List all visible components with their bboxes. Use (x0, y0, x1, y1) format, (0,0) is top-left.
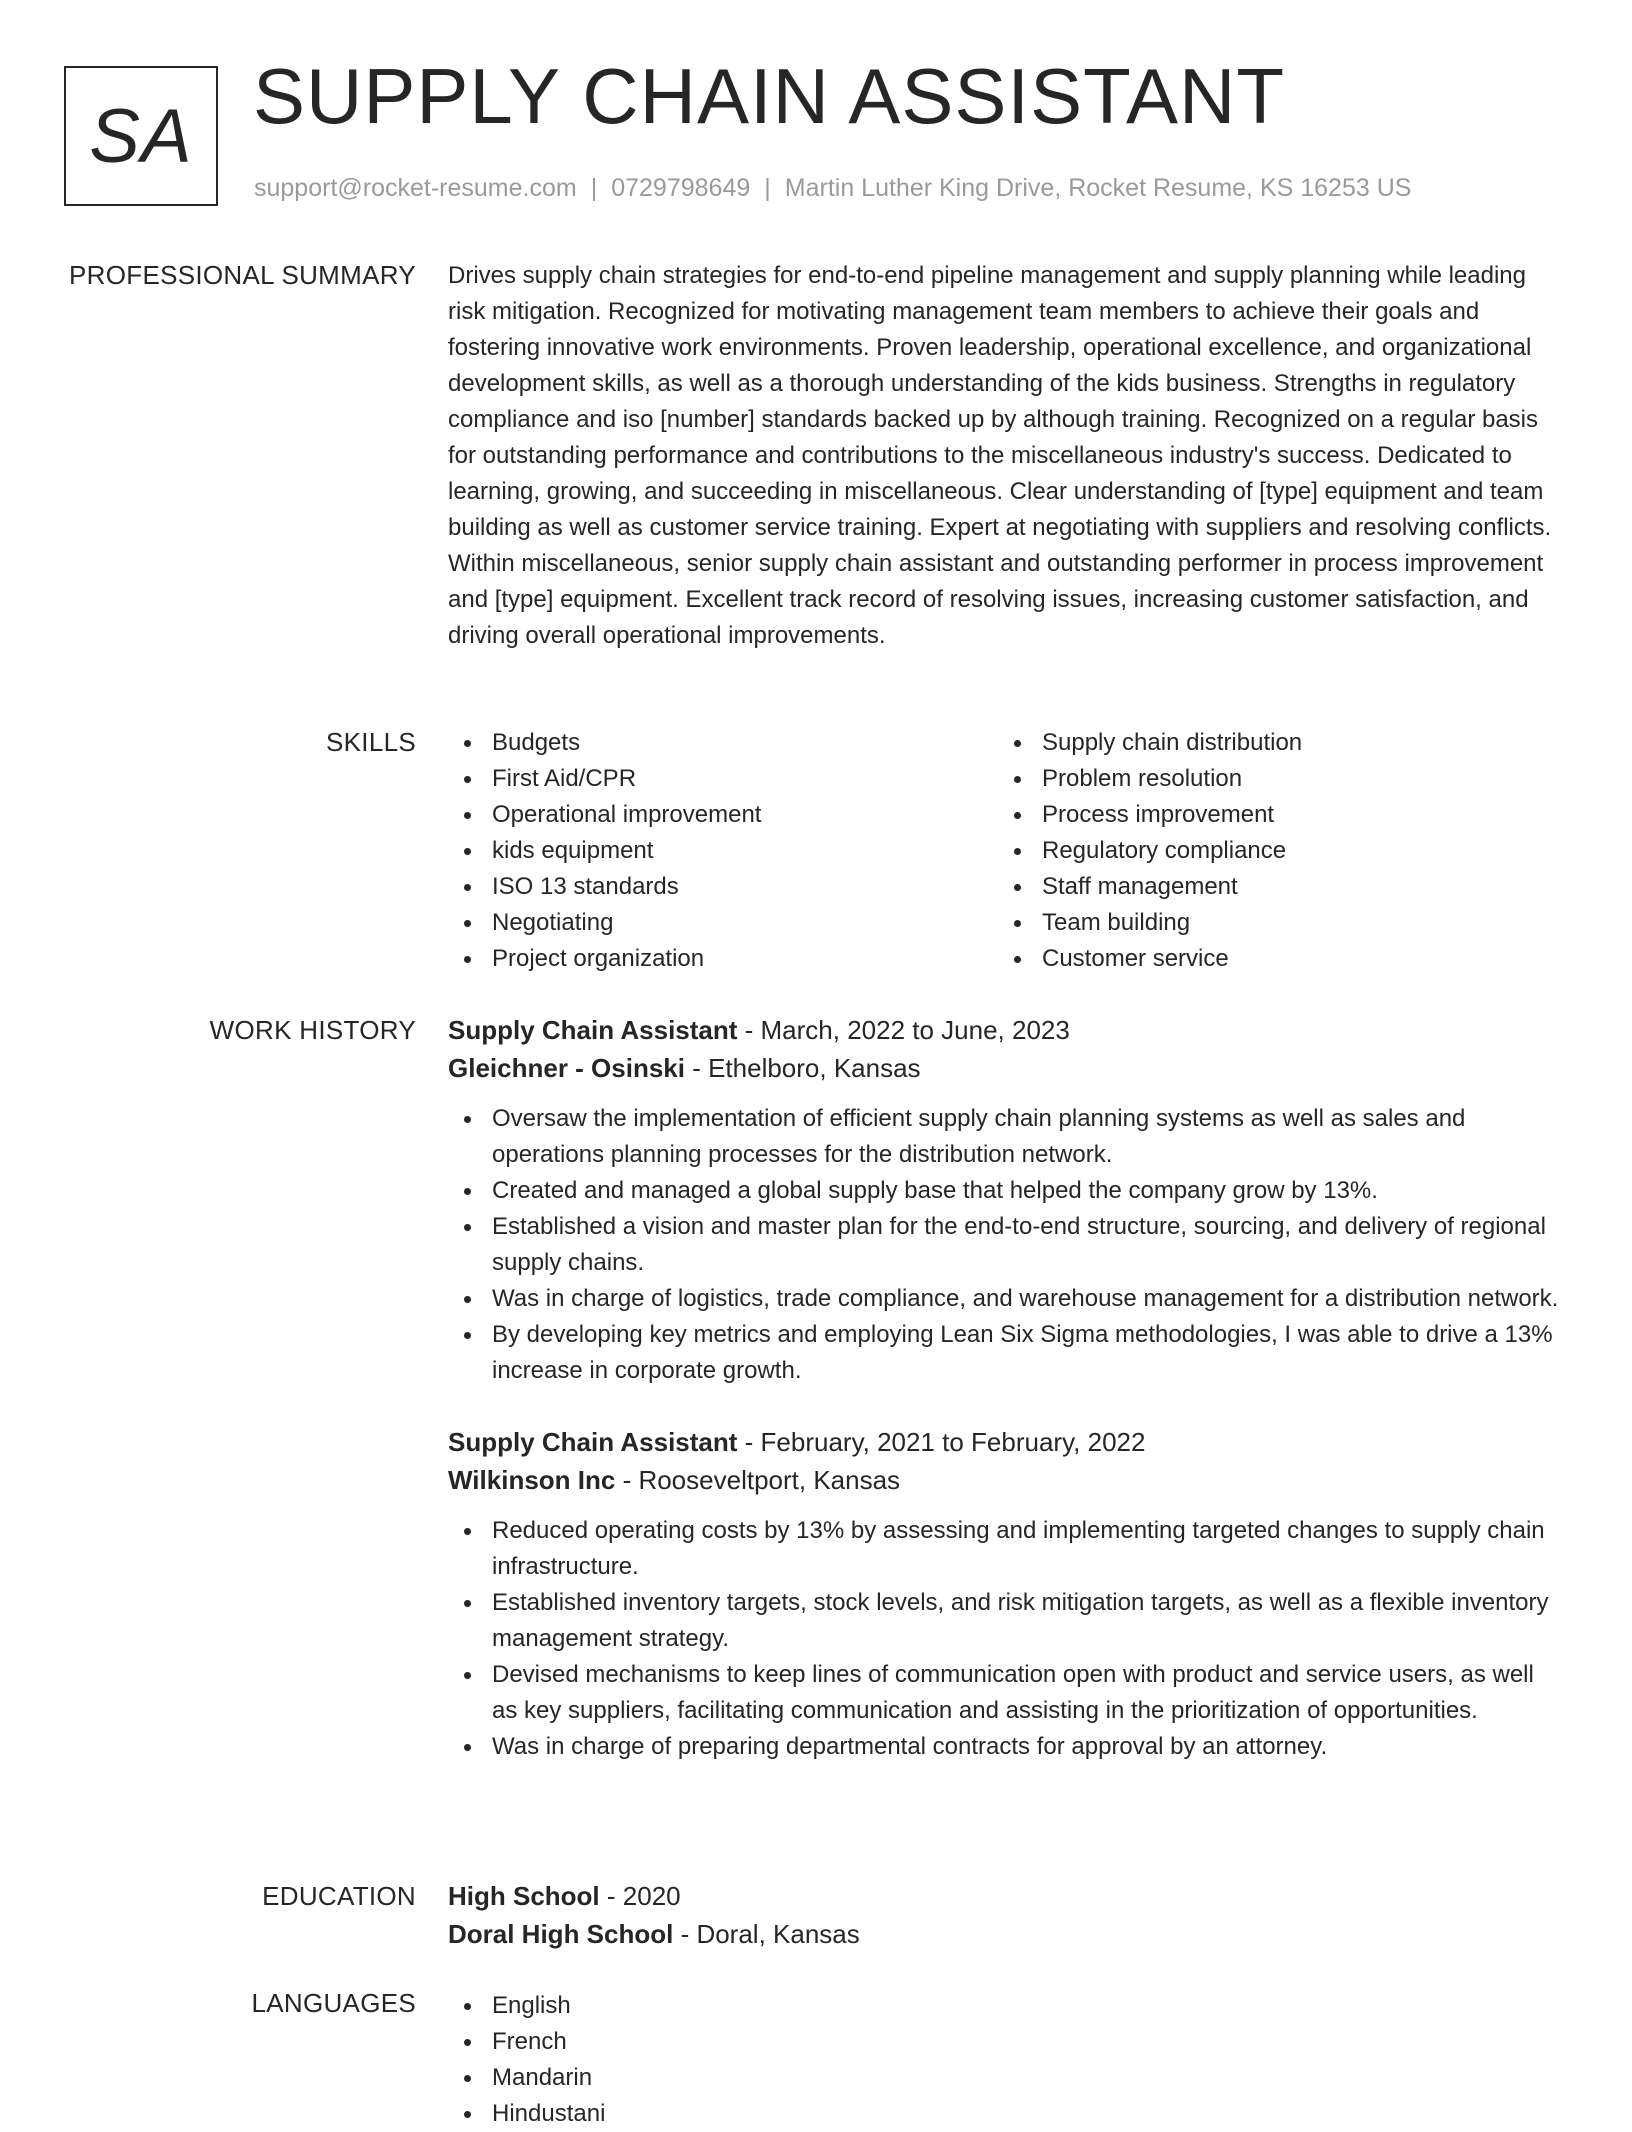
job-bullet: Established inventory targets, stock levels, and risk mitigation targets, as well as a flexible inventory management strategy. (448, 1585, 1564, 1657)
skill-item: Customer service (998, 941, 1548, 977)
work-history-body (448, 1011, 1564, 1765)
skill-item: Negotiating (448, 905, 998, 941)
languages-list (448, 1988, 1564, 2132)
job-company: Wilkinson Inc (448, 1465, 616, 1495)
contact-email[interactable]: support@rocket-resume.com (254, 174, 577, 202)
job-bullet: Was in charge of preparing departmental contracts for approval by an attorney. (448, 1729, 1564, 1765)
job-bullet: By developing key metrics and employing Lean Six Sigma methodologies, I was able to drive a 13% increase in corporate growth. (448, 1317, 1564, 1389)
job-dates: - March, 2022 to June, 2023 (737, 1015, 1070, 1045)
education-location: - Doral, Kansas (673, 1919, 860, 1949)
section-label-skills: SKILLS (326, 727, 416, 757)
contact-phone[interactable]: 0729798649 (611, 174, 751, 202)
skill-item: Problem resolution (998, 761, 1548, 797)
contact-separator: | (764, 174, 771, 202)
contact-line (254, 174, 1411, 203)
page-title: SUPPLY CHAIN ASSISTANT (253, 52, 1285, 140)
job-company: Gleichner - Osinski (448, 1053, 685, 1083)
skill-item: Budgets (448, 725, 998, 761)
section-label-education: EDUCATION (262, 1881, 416, 1911)
job-title: Supply Chain Assistant (448, 1427, 738, 1457)
skill-item: Supply chain distribution (998, 725, 1548, 761)
job-entry (448, 1423, 1564, 1765)
monogram-logo: SA (64, 66, 218, 206)
education-school-line (448, 1915, 1564, 1953)
skill-item: ISO 13 standards (448, 869, 998, 905)
section-label-work-history: WORK HISTORY (209, 1015, 416, 1045)
job-company-line (448, 1461, 1564, 1499)
job-bullet: Created and managed a global supply base that helped the company grow by 13%. (448, 1173, 1564, 1209)
job-bullet: Established a vision and master plan for the end-to-end structure, sourcing, and delivery of regional supply chains. (448, 1209, 1564, 1281)
language-item: Hindustani (448, 2096, 1564, 2132)
job-dates: - February, 2021 to February, 2022 (737, 1427, 1146, 1457)
skill-item: Team building (998, 905, 1548, 941)
job-title-line (448, 1011, 1564, 1049)
skill-item: Project organization (448, 941, 998, 977)
skills-body (448, 725, 1564, 977)
language-item: English (448, 1988, 1564, 2024)
job-bullet: Reduced operating costs by 13% by assessing and implementing targeted changes to supply chain infrastructure. (448, 1513, 1564, 1585)
skill-item: First Aid/CPR (448, 761, 998, 797)
job-location: - Ethelboro, Kansas (684, 1053, 921, 1083)
skill-item: kids equipment (448, 833, 998, 869)
job-bullets (448, 1101, 1564, 1389)
job-bullet: Was in charge of logistics, trade compliance, and warehouse management for a distribution network. (448, 1281, 1564, 1317)
education-body (448, 1877, 1564, 1953)
language-item: Mandarin (448, 2060, 1564, 2096)
summary-text: Drives supply chain strategies for end-to-end pipeline management and supply planning while leading risk mitigation. Recognized for motivating management team members to achieve their goals and fostering innovative work environments. Proven leadership, operational excellence, and organizational development skills, as well as a thorough understanding of the kids business. Strengths in regulatory compliance and iso [number] standards backed up by although training. Recognized on a regular basis for outstanding performance and contributions to the miscellaneous industry's success. Dedicated to learning, growing, and succeeding in miscellaneous. Clear understanding of [type] equipment and team building as well as customer service training. Expert at negotiating with suppliers and resolving conflicts. Within miscellaneous, senior supply chain assistant and outstanding performer in process improvement and [type] equipment. Excellent track record of resolving issues, increasing customer satisfaction, and driving overall operational improvements. (448, 262, 1552, 649)
skills-list-right (998, 725, 1548, 977)
job-company-line (448, 1049, 1564, 1087)
contact-address: Martin Luther King Drive, Rocket Resume, KS 16253 US (784, 174, 1412, 202)
education-school: Doral High School (448, 1919, 674, 1949)
summary-body (448, 258, 1564, 654)
education-year: - 2020 (599, 1881, 681, 1911)
education-degree: High School (448, 1881, 600, 1911)
skill-item: Operational improvement (448, 797, 998, 833)
job-location: - Rooseveltport, Kansas (615, 1465, 901, 1495)
job-bullets (448, 1513, 1564, 1765)
section-label-languages: LANGUAGES (251, 1988, 416, 2018)
contact-separator: | (590, 174, 598, 202)
skills-list-left (448, 725, 998, 977)
education-degree-line (448, 1877, 1564, 1915)
section-label-summary: PROFESSIONAL SUMMARY (69, 260, 416, 290)
languages-body (448, 1988, 1564, 2132)
job-entry (448, 1011, 1564, 1389)
skill-item: Staff management (998, 869, 1548, 905)
language-item: French (448, 2024, 1564, 2060)
job-title: Supply Chain Assistant (448, 1015, 738, 1045)
job-bullet: Devised mechanisms to keep lines of communication open with product and service users, as well as key suppliers, facilitating communication and assisting in the prioritization of opportunities. (448, 1657, 1564, 1729)
job-title-line (448, 1423, 1564, 1461)
skill-item: Process improvement (998, 797, 1548, 833)
job-bullet: Oversaw the implementation of efficient supply chain planning systems as well as sales and operations planning processes for the distribution network. (448, 1101, 1564, 1173)
skill-item: Regulatory compliance (998, 833, 1548, 869)
